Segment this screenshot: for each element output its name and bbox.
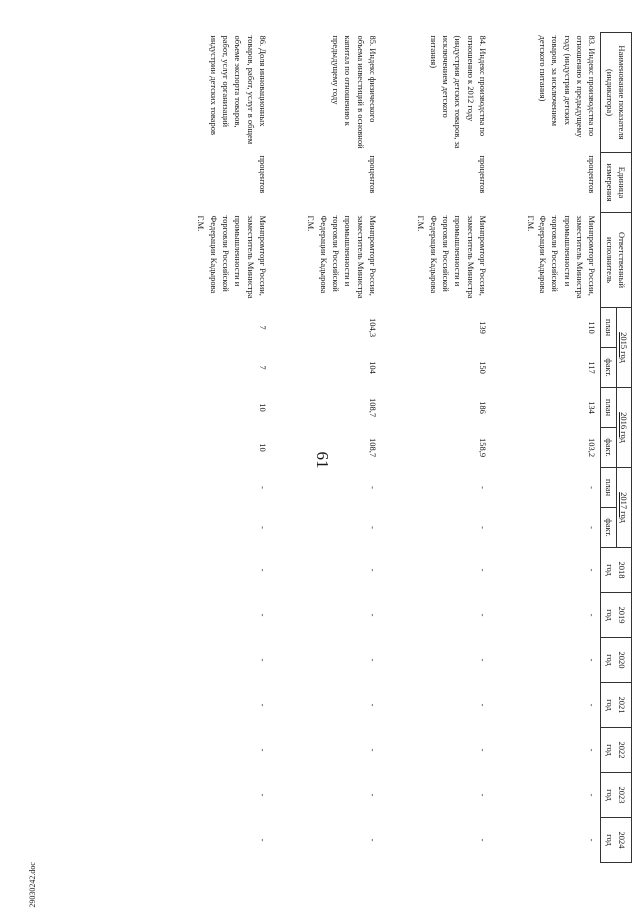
year-2022-cell: - [367,748,378,752]
year-2022-cell: - [587,748,598,752]
year-2024-cell: - [367,838,378,842]
year-2024-cell: - [587,838,598,842]
fact-2017-cell: - [477,526,488,529]
header-unit: Единица измерения [601,153,632,213]
plan-2017-cell: - [367,486,378,489]
header-responsible: Ответственный исполнитель [601,213,632,308]
header-2017-fact: факт. [601,508,616,548]
plan-2017-cell: - [587,486,598,489]
plan-2016-cell: 10 [257,403,268,412]
indicator-name: 86. Доля инновационных товаров, работ, услуг в общем объеме экспорта товаров, работ, услуг организаций индустрии детских товаров [208,35,268,145]
year-2021-cell: - [367,703,378,707]
header-year-2019: 2019 год [601,593,632,638]
fact-2017-cell: - [257,526,268,529]
plan-2015-cell: 104,3 [367,317,378,338]
unit-cell: процентов [367,155,378,194]
year-2024-cell: - [257,838,268,842]
year-2018-cell: - [477,568,488,572]
year-2024-cell: - [477,838,488,842]
plan-2016-cell: 108,7 [367,397,378,418]
year-2020-cell: - [587,658,598,662]
indicator-name: 84. Индекс производства по отношению к 2012 году (индустрия детских товаров, за исключением детского питания) [428,35,488,149]
indicator-name: 85. Индекс физического объема инвестиций в основной капитал по отношению к предыдущему году [330,35,378,149]
table-row [271,33,381,863]
plan-2015-cell: 110 [587,321,598,334]
plan-2015-cell: 7 [257,325,268,330]
table-row [491,33,601,863]
year-2023-cell: - [367,793,378,797]
table-row [381,33,491,863]
indicator-name: 83. Индекс производства по отношению к предыдущему году (индустрия детских товаров, за исключением детского питания) [538,35,598,138]
plan-2015-cell: 139 [477,321,488,334]
header-year-2023: 2023 год [601,773,632,818]
responsible-cell: Минпромторг России, заместитель Министра промышленности и торговли Российской Федерации Кадырова Г.М. [196,215,268,299]
fact-2015-cell: 117 [587,361,598,374]
header-2017-plan: план [601,468,616,508]
fact-2016-cell: 103,2 [587,437,598,458]
header-2015-fact: факт. [601,348,616,388]
year-2019-cell: - [587,613,598,617]
indicator-table [161,32,632,863]
header-2015-plan: план [601,308,616,348]
year-2022-cell: - [477,748,488,752]
year-2020-cell: - [257,658,268,662]
unit-cell: процентов [587,155,598,194]
header-row [616,33,631,863]
unit-cell: процентов [257,155,268,194]
year-2019-cell: - [257,613,268,617]
responsible-cell: Минпромторг России, заместитель Министра промышленности и торговли Российской Федерации Кадырова Г.М. [416,215,488,299]
unit-cell: процентов [477,155,488,194]
header-2016: 2016 год [616,388,631,468]
fact-2017-cell: - [587,526,598,529]
year-2019-cell: - [477,613,488,617]
header-2015: 2015 год [616,308,631,388]
page-number: 61 [313,451,332,469]
plan-2017-cell: - [477,486,488,489]
fact-2015-cell: 150 [477,361,488,374]
year-2023-cell: - [587,793,598,797]
year-2021-cell: - [257,703,268,707]
header-year-2022: 2022 год [601,728,632,773]
fact-2016-cell: 108,7 [367,437,378,458]
rotated-table-page [32,32,632,902]
responsible-cell: Минпромторг России, заместитель Министра промышленности и торговли Российской Федерации Кадырова Г.М. [306,215,378,299]
responsible-cell: Минпромторг России, заместитель Министра промышленности и торговли Российской Федерации Кадырова Г.М. [525,215,598,299]
year-2021-cell: - [587,703,598,707]
header-year-2024: 2024 год [601,818,632,863]
year-2018-cell: - [257,568,268,572]
year-2018-cell: - [367,568,378,572]
table-row [161,33,271,863]
header-year-2018: 2018 год [601,548,632,593]
fact-2016-cell: 10 [257,443,268,452]
year-2020-cell: - [367,658,378,662]
header-2016-fact: факт. [601,428,616,468]
plan-2016-cell: 134 [587,401,598,414]
fact-2015-cell: 7 [257,365,268,370]
year-2019-cell: - [367,613,378,617]
header-2016-plan: план [601,388,616,428]
header-2017: 2017 год [616,468,631,548]
document-code: 29030242.doc [28,862,37,908]
header-name: Наименование показателя (индикатора) [601,33,632,153]
year-2023-cell: - [257,793,268,797]
fact-2017-cell: - [367,526,378,529]
year-2021-cell: - [477,703,488,707]
plan-2017-cell: - [257,486,268,489]
header-year-2021: 2021 год [601,683,632,728]
year-2023-cell: - [477,793,488,797]
year-2022-cell: - [257,748,268,752]
year-2018-cell: - [587,568,598,572]
fact-2015-cell: 104 [367,361,378,374]
plan-2016-cell: 186 [477,401,488,414]
fact-2016-cell: 158,9 [477,437,488,458]
header-year-2020: 2020 год [601,638,632,683]
year-2020-cell: - [477,658,488,662]
